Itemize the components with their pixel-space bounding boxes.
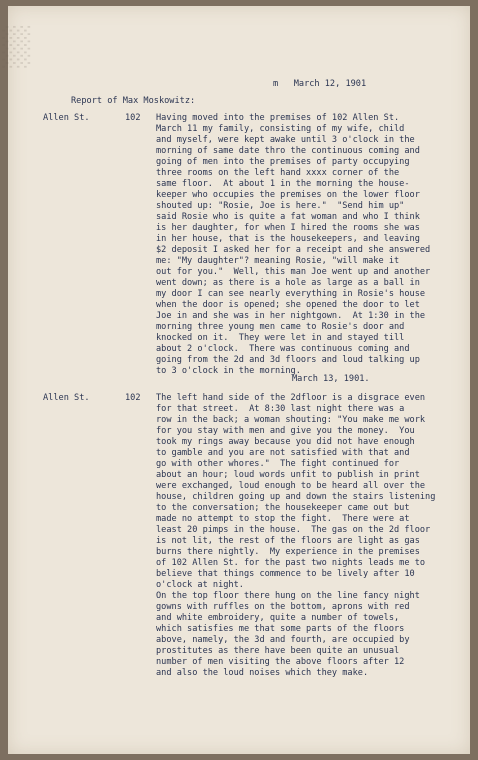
body-line: prostitutes as there have been quite an unusual: [156, 646, 400, 656]
body-line: least 20 pimps in the house. The gas on the 2d floor: [156, 525, 431, 535]
body-line: about an hour; loud words unfit to publish in print: [156, 470, 420, 480]
body-line: above, namely, the 3d and fourth, are occupied by: [156, 635, 410, 645]
body-line: went down; as there is a hole as large as a ball in: [156, 278, 420, 288]
body-line: when the door is opened; she opened the door to let: [156, 300, 420, 310]
body-line: Joe in and she was in her nightgown. At 1:30 in the: [156, 311, 426, 321]
body-line: believe that things commence to be lively after 10: [156, 569, 415, 579]
body-line: to 3 o'clock in the morning.: [156, 366, 301, 376]
body-line: number of men visiting the above floors after 12: [156, 657, 405, 667]
entry-2-date: March 13, 1901.: [292, 374, 370, 384]
entry-2-number: 102: [125, 393, 141, 403]
body-line: for that street. At 8:30 last night there was a: [156, 404, 405, 414]
entry-1-number: 102: [125, 113, 141, 123]
body-line: morning of same date thro the continuous coming and: [156, 146, 420, 156]
body-line: out for you." Well, this man Joe went up and another: [156, 267, 431, 277]
body-line: $2 deposit I asked her for a receipt and she answered: [156, 245, 431, 255]
body-line: for you stay with men and give you the money. You: [156, 426, 415, 436]
body-line: took my rings away because you did not have enough: [156, 437, 415, 447]
body-line: same floor. At about 1 in the morning the house-: [156, 179, 410, 189]
body-line: my door I can see nearly everything in Rosie's house: [156, 289, 426, 299]
body-line: March 11 my family, consisting of my wife, child: [156, 124, 405, 134]
body-line: and myself, were kept awake until 3 o'clock in the: [156, 135, 415, 145]
body-line: which satisfies me that some parts of the floors: [156, 624, 405, 634]
body-line: said Rosie who is quite a fat woman and who I think: [156, 212, 420, 222]
body-line: and also the loud noises which they make.: [156, 668, 369, 678]
body-line: knocked on it. They were let in and stayed till: [156, 333, 405, 343]
entry-1-street: Allen St.: [43, 113, 90, 123]
body-line: keeper who occupies the premises on the lower floor: [156, 190, 420, 200]
report-date: [273, 79, 366, 90]
body-line: and white embroidery, quite a number of towels,: [156, 613, 400, 623]
body-line: is not lit, the rest of the floors are light as gas: [156, 536, 420, 546]
body-line: shouted up: "Rosie, Joe is here." "Send him up": [156, 201, 405, 211]
body-line: is her daughter, for when I hired the rooms she was: [156, 223, 420, 233]
body-line: o'clock at night.: [156, 580, 244, 590]
document-page: [2, 6, 470, 754]
entry-2-body: [156, 393, 435, 679]
body-line: to the conversation; the housekeeper came out but: [156, 503, 410, 513]
body-line: made no attempt to stop the fight. There were at: [156, 514, 410, 524]
body-line: gowns with ruffles on the bottom, aprons with red: [156, 602, 410, 612]
body-line: going from the 2d and 3d floors and loud talking up: [156, 355, 420, 365]
body-line: three rooms on the left hand xxxx corner of the: [156, 168, 400, 178]
bleed-through-marks: ░░░: [2, 26, 30, 70]
body-line: house, children going up and down the stairs listening: [156, 492, 436, 502]
body-line: me: "My daughter"? meaning Rosie, "will make it: [156, 256, 400, 266]
entry-1-body: [156, 113, 430, 377]
body-line: The left hand side of the 2dfloor is a disgrace even: [156, 393, 426, 403]
body-line: Having moved into the premises of 102 Allen St.: [156, 113, 400, 123]
body-line: go with other whores." The fight continued for: [156, 459, 400, 469]
body-line: going of men into the premises of party occupying: [156, 157, 410, 167]
body-line: row in the back; a woman shouting: "You make me work: [156, 415, 426, 425]
body-line: of 102 Allen St. for the past two nights leads me to: [156, 558, 426, 568]
body-line: On the top floor there hung on the line fancy night: [156, 591, 420, 601]
body-line: morning three young men came to Rosie's door and: [156, 322, 405, 332]
body-line: in her house, that is the housekeepers, and leaving: [156, 234, 420, 244]
report-title: Report of Max Moskowitz:: [71, 96, 196, 106]
body-line: burns there nightly. My experience in the premises: [156, 547, 420, 557]
header-mark: m: [273, 79, 279, 89]
body-line: were exchanged, loud enough to be heard all over the: [156, 481, 426, 491]
entry-2-street: Allen St.: [43, 393, 90, 403]
body-line: about 2 o'clock. There was continuous coming and: [156, 344, 410, 354]
header-date: March 12, 1901: [293, 79, 367, 89]
body-line: to gamble and you are not satisfied with that and: [156, 448, 410, 458]
